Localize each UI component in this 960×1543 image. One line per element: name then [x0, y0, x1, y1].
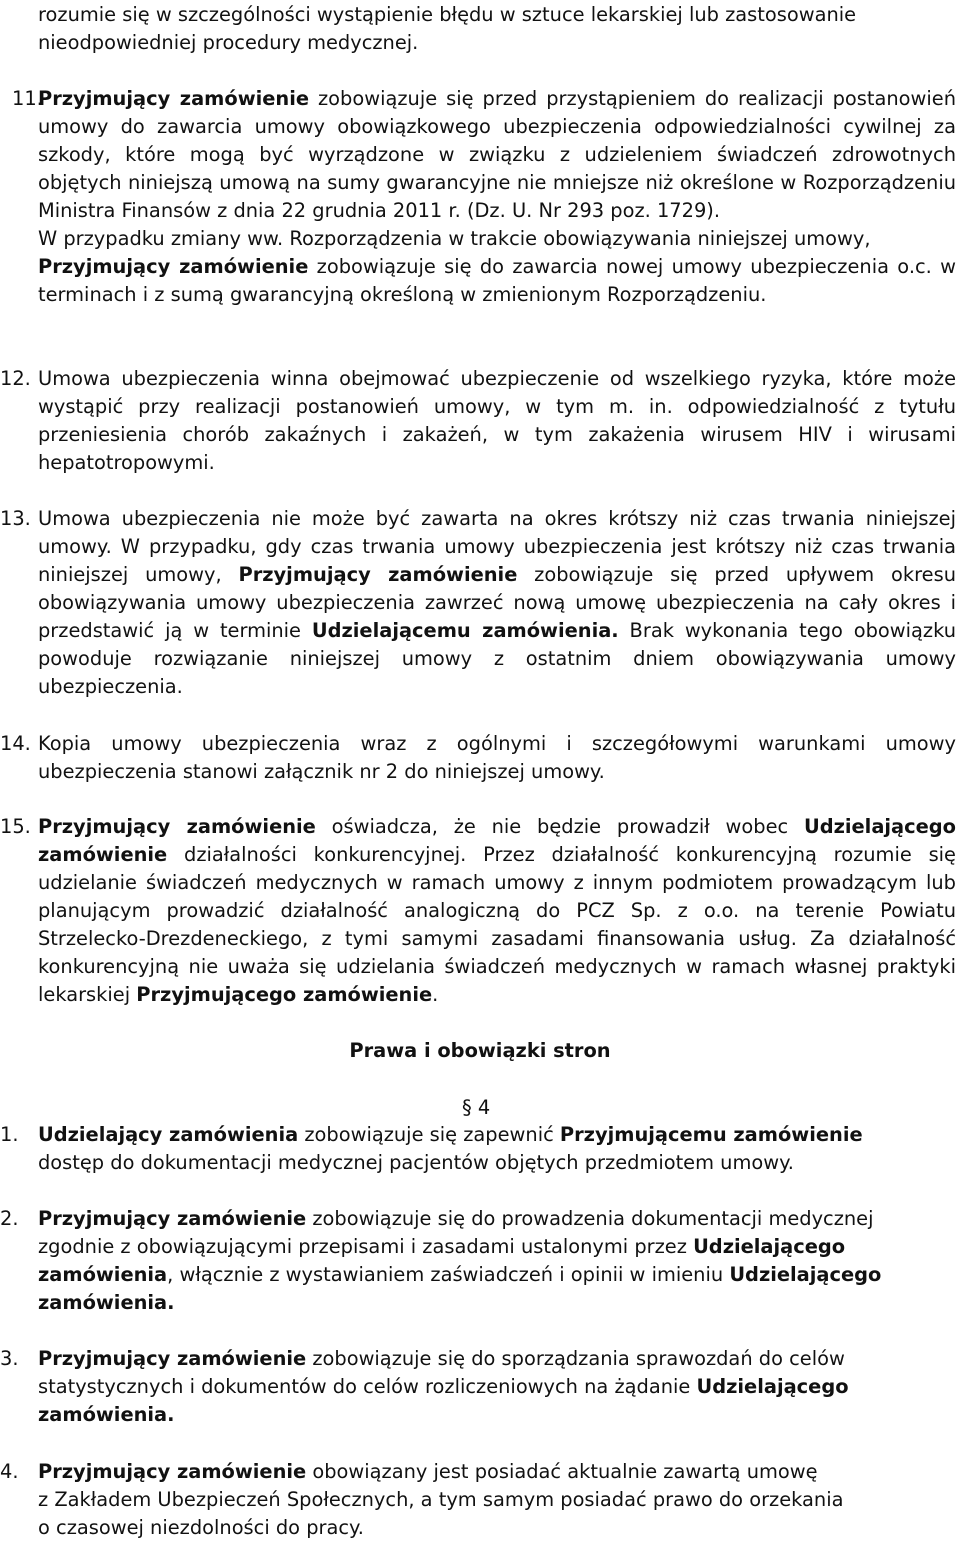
- party-name: Udzielającego zamówienie: [38, 815, 956, 866]
- item-4-line-1: [38, 1458, 818, 1486]
- intro-line-2: nieodpowiedniej procedury medycznej.: [38, 31, 419, 54]
- item-number: 13.: [0, 507, 31, 530]
- paragraph-text: zobowiązuje się do sporządzania sprawozdań do celów: [306, 1347, 845, 1370]
- item-number: 1.: [0, 1123, 19, 1146]
- paragraph-text: , włącznie z wystawianiem zaświadczeń i opinii w imieniu: [167, 1263, 730, 1286]
- party-name: Przyjmujący zamówienie: [238, 563, 518, 586]
- paragraph-text: obowiązany jest posiadać aktualnie zawartą umowę: [306, 1460, 818, 1483]
- party-name: Udzielającego: [729, 1263, 882, 1286]
- paragraph-text: .: [432, 983, 439, 1006]
- item-number: 4.: [0, 1460, 19, 1483]
- paragraph-text: zobowiązuje się zapewnić: [298, 1123, 560, 1146]
- item-number: 11.: [12, 87, 43, 110]
- paragraph-11: [38, 85, 956, 309]
- item-2-line-2: [38, 1233, 845, 1261]
- party-name: Przyjmujący zamówienie: [38, 1207, 307, 1230]
- item-number: 15.: [0, 815, 31, 838]
- paragraph-text: oświadcza, że nie będzie prowadził wobec: [315, 815, 804, 838]
- paragraph-14: [38, 730, 956, 786]
- item-1-line-2: dostęp do dokumentacji medycznej pacjentów objętych przedmiotem umowy.: [38, 1151, 794, 1174]
- paragraph-text: Umowa ubezpieczenia nie może być zawarta na okres krótszy niż czas trwania niniejszej umowy. W przypadku, gdy czas trwania umowy ubezpieczenia jest krótszy niż czas trwania niniejszej umowy,: [38, 507, 956, 586]
- party-name: Przyjmujący zamówienie: [38, 1460, 307, 1483]
- paragraph-13: [38, 505, 956, 701]
- paragraph-12: [38, 365, 956, 477]
- item-number: 12.: [0, 367, 31, 390]
- item-3-line-3: zamówienia.: [38, 1403, 175, 1426]
- item-2-line-3: [38, 1261, 881, 1289]
- party-name: Przyjmujący zamówienie: [38, 1347, 307, 1370]
- paragraph-text: zobowiązuje się do prowadzenia dokumentacji medycznej: [306, 1207, 874, 1230]
- party-name: Przyjmującego zamówienie: [136, 983, 433, 1006]
- item-1-line-1: [38, 1121, 863, 1149]
- intro-line-1: rozumie się w szczególności wystąpienie błędu w sztuce lekarskiej lub zastosowanie: [38, 3, 857, 26]
- item-number: 14.: [0, 732, 31, 755]
- paragraph-text: zobowiązuje się przed upływem okresu obowiązywania umowy ubezpieczenia zawrzeć nową umowę ubezpieczenia na cały okres i przedstawić ją w terminie: [38, 563, 956, 642]
- item-4-line-2: z Zakładem Ubezpieczeń Społecznych, a tym samym posiadać prawo do orzekania: [38, 1488, 844, 1511]
- paragraph-symbol: § 4: [462, 1096, 491, 1119]
- paragraph-text: działalności konkurencyjnej. Przez działalność konkurencyjną rozumie się udzielanie świadczeń medycznych w ramach umowy z innym podmiotem prowadzącym lub planującym prowadzić działalność analogiczną do PCZ Sp. z o.o. na terenie Powiatu Strzelecko-Drezdeneckiego, z tymi samymi zasadami finansowania usług. Za działalność konkurencyjną nie uważa się udzielania świadczeń medycznych w ramach własnej praktyki lekarskiej: [38, 843, 956, 1006]
- paragraph-text: statystycznych i dokumentów do celów rozliczeniowych na żądanie: [38, 1375, 697, 1398]
- party-name: Przyjmujący zamówienie: [38, 255, 309, 278]
- party-name: Udzielającego: [696, 1375, 849, 1398]
- party-name: Udzielającemu zamówienia.: [311, 619, 619, 642]
- paragraph-text: Brak wykonania tego obowiązku powoduje rozwiązanie niniejszej umowy z ostatnim dniem obowiązywania umowy ubezpieczenia.: [38, 619, 957, 698]
- paragraph-text: Umowa ubezpieczenia winna obejmować ubezpieczenie od wszelkiego ryzyka, które może wystąpić przy realizacji postanowień umowy, w tym m. in. odpowiedzialność z tytułu przeniesienia chorób zakaźnych i zakażeń, w tym zakażenia wirusem HIV i wirusami hepatotropowymi.: [38, 367, 956, 474]
- item-3-line-2: [38, 1373, 849, 1401]
- paragraph-text: zgodnie z obowiązującymi przepisami i zasadami ustalonymi przez: [38, 1235, 694, 1258]
- item-number: 2.: [0, 1207, 19, 1230]
- paragraph-text: W przypadku zmiany ww. Rozporządzenia w trakcie obowiązywania niniejszej umowy,: [38, 227, 871, 250]
- paragraph-text: Kopia umowy ubezpieczenia wraz z ogólnymi i szczegółowymi warunkami umowy ubezpieczenia stanowi załącznik nr 2 do niniejszej umowy.: [38, 732, 956, 783]
- item-4-line-3: o czasowej niezdolności do pracy.: [38, 1516, 364, 1539]
- item-2-line-1: [38, 1205, 874, 1233]
- paragraph-text: zobowiązuje się przed przystąpieniem do realizacji postanowień umowy do zawarcia umowy obowiązkowego ubezpieczenia odpowiedzialności cywilnej za szkody, które mogą być wyrządzone w związku z udzieleniem świadczeń zdrowotnych objętych niniejszą umową na sumy gwarancyjne nie mniejsze niż określone w Rozporządzeniu Ministra Finansów z dnia 22 grudnia 2011 r. (Dz. U. Nr 293 poz. 1729).: [38, 87, 956, 222]
- paragraph-15: [38, 813, 956, 1009]
- party-name: Udzielający zamówienia: [38, 1123, 299, 1146]
- party-name: Przyjmujący zamówienie: [38, 87, 310, 110]
- item-3-line-1: [38, 1345, 845, 1373]
- item-number: 3.: [0, 1347, 19, 1370]
- party-name: Przyjmujący zamówienie: [38, 815, 316, 838]
- party-name: Udzielającego: [693, 1235, 846, 1258]
- section-title: Prawa i obowiązki stron: [349, 1039, 611, 1062]
- party-name: zamówienia: [38, 1263, 168, 1286]
- intro-paragraph: [38, 1, 956, 57]
- paragraph-text: zobowiązuje się do zawarcia nowej umowy ubezpieczenia o.c. w terminach i z sumą gwarancyjną określoną w zmienionym Rozporządzeniu.: [38, 255, 956, 306]
- item-2-line-4: zamówienia.: [38, 1291, 175, 1314]
- party-name: Przyjmującemu zamówienie: [559, 1123, 863, 1146]
